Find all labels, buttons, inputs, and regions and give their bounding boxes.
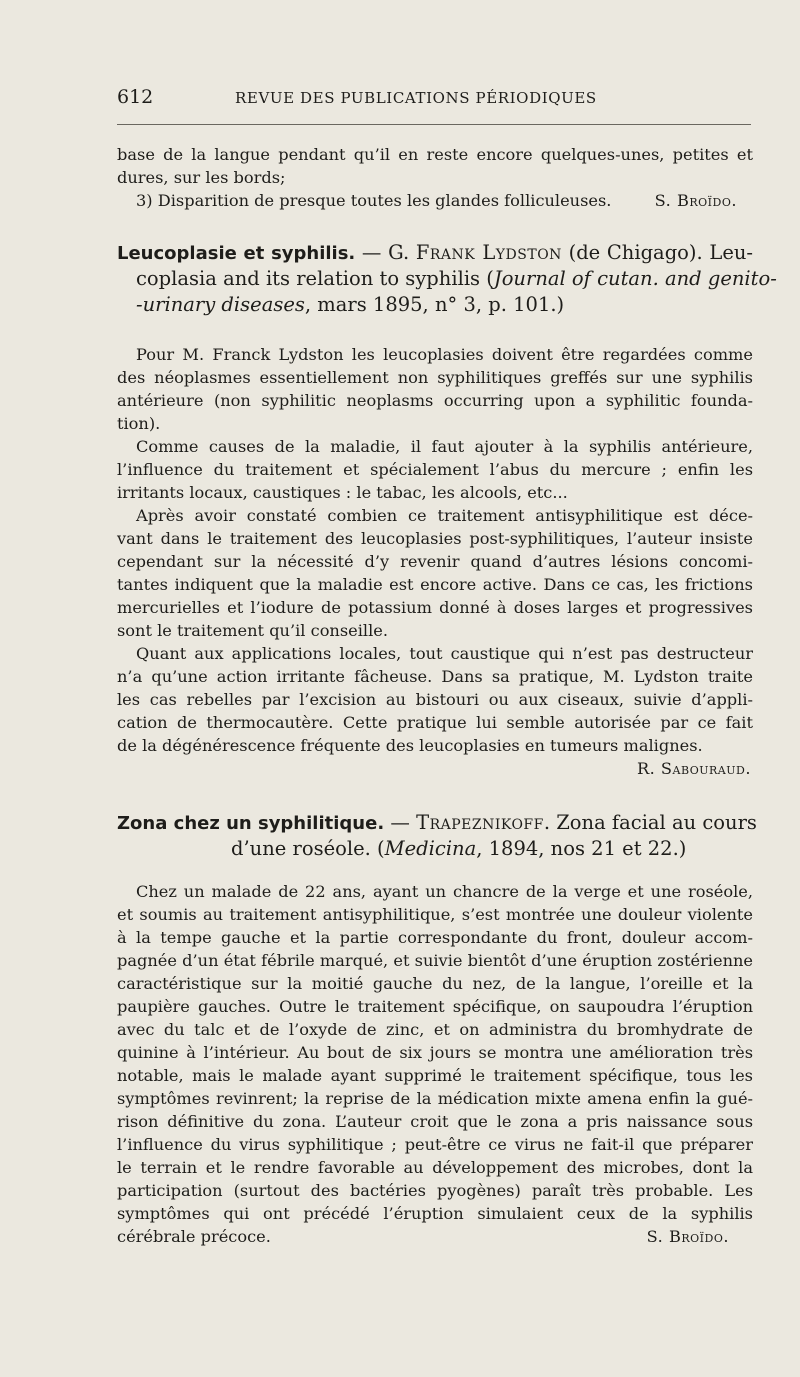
journal-title: -urinary diseases — [136, 293, 305, 316]
heading-dash: — — [384, 811, 417, 834]
body-line: Chez un malade de 22 ans, ayant un chancre de la verge et une roséole, — [136, 882, 753, 901]
body-line: dures, sur les bords; — [117, 168, 286, 187]
article-author: Frank Lydston — [415, 241, 562, 264]
body-line — [117, 189, 753, 212]
heading-text: coplasia and its relation to syphilis ( — [136, 267, 494, 290]
body-line: Pour M. Franck Lydston les leucoplasies doivent être regardées comme — [136, 345, 753, 364]
signature: S. Broïdo. — [654, 191, 737, 210]
body-line: quinine à l’intérieur. Au bout de six jours se montra une amélioration très — [117, 1043, 753, 1062]
body-line: cation de thermocautère. Cette pratique lui semble autorisée par ce fait — [117, 713, 753, 732]
heading-line — [117, 266, 777, 292]
body-line: les cas rebelles par l’excision au bistouri ou aux ciseaux, suivie d’appli- — [117, 690, 753, 709]
body-line: de la dégénérescence fréquente des leucoplasies en tumeurs malignes. — [117, 736, 703, 755]
body-line: notable, mais le malade ayant supprimé le traitement spécifique, tous les — [117, 1066, 753, 1085]
article-title: Zona chez un syphilitique. — [117, 813, 385, 834]
body-line: irritants locaux, caustiques : le tabac, les alcools, etc... — [117, 483, 568, 502]
body-line: mercurielles et l’iodure de potassium donné à doses larges et progressives — [117, 598, 753, 617]
page-header — [117, 86, 753, 110]
body-line: paupière gauches. Outre le traitement spécifique, on saupoudra l’éruption — [117, 997, 753, 1016]
body-line — [117, 1225, 753, 1248]
last-line-text: cérébrale précoce. — [117, 1227, 271, 1246]
heading-line — [117, 292, 753, 318]
article-author: Trapeznikoff — [416, 811, 544, 834]
heading-line — [117, 810, 757, 836]
header-rule — [117, 124, 751, 125]
body-line: et soumis au traitement antisyphilitique, s’est montrée une douleur violente — [117, 905, 753, 924]
body-line: symptômes qui ont précédé l’éruption simulaient ceux de la syphilis — [117, 1204, 753, 1223]
article-body-leucoplasie — [117, 343, 753, 780]
body-line: tion). — [117, 414, 161, 433]
body-line: pagnée d’un état fébrile marqué, et suivie bientôt d’une éruption zostérienne — [117, 951, 753, 970]
body-line: sont le traitement qu’il conseille. — [117, 621, 389, 640]
article-heading-zona — [117, 810, 757, 862]
body-line: cependant sur la nécessité d’y revenir quand d’autres lésions concomi- — [117, 552, 753, 571]
body-line: participation (surtout des bactéries pyogènes) paraît très probable. Les — [117, 1181, 753, 1200]
heading-dash: — G. — [355, 241, 416, 264]
body-line: Après avoir constaté combien ce traitement antisyphilitique est déce- — [136, 506, 753, 525]
heading-text: d’une roséole. ( — [231, 837, 385, 860]
body-line: Quant aux applications locales, tout caustique qui n’est pas destructeur — [136, 644, 753, 663]
body-line: le terrain et le rendre favorable au développement des microbes, dont la — [117, 1158, 753, 1177]
journal-title: Journal of cutan. and genito- — [493, 267, 777, 290]
article-title: Leucoplasie et syphilis. — [117, 243, 356, 264]
body-line: tantes indiquent que la maladie est encore active. Dans ce cas, les frictions — [117, 575, 753, 594]
body-line: caractéristique sur la moitié gauche du nez, de la langue, l’oreille et la — [117, 974, 753, 993]
article-body-zona — [117, 880, 753, 1248]
signature: R. Sabouraud. — [636, 759, 751, 778]
body-line: antérieure (non syphilitic neoplasms occurring upon a syphilitic founda- — [117, 391, 753, 410]
signature: S. Broïdo. — [646, 1227, 729, 1246]
running-title: REVUE DES PUBLICATIONS PÉRIODIQUES — [235, 89, 597, 107]
body-line: avec du talc et de l’oxyde de zinc, et on administra du bromhydrate de — [117, 1020, 753, 1039]
body-line: à la tempe gauche et la partie correspondante du front, douleur accom- — [117, 928, 753, 947]
top-fragment — [117, 143, 753, 212]
page-number: 612 — [117, 86, 154, 108]
body-line: l’influence du traitement et spécialement l’abus du mercure ; enfin les — [117, 460, 753, 479]
body-line: symptômes revinrent; la reprise de la médication mixte amena enfin la gué- — [117, 1089, 753, 1108]
heading-line — [117, 240, 753, 266]
body-line: l’influence du virus syphilitique ; peut-être ce virus ne fait-il que préparer — [117, 1135, 753, 1154]
body-line: des néoplasmes essentiellement non syphilitiques greffés sur une syphilis — [117, 368, 753, 387]
citation: , 1894, nos 21 et 22.) — [476, 837, 687, 860]
heading-text: . Zona facial au cours — [543, 811, 757, 834]
body-line: Comme causes de la maladie, il faut ajouter à la syphilis antérieure, — [136, 437, 753, 456]
journal-title: Medicina — [384, 837, 477, 860]
list-item-3: 3) Disparition de presque toutes les glandes folliculeuses. — [136, 191, 612, 210]
body-line: vant dans le traitement des leucoplasies post-syphilitiques, l’auteur insiste — [117, 529, 753, 548]
article-heading-leucoplasie — [117, 240, 777, 318]
citation: , mars 1895, n° 3, p. 101.) — [304, 293, 565, 316]
heading-line — [117, 836, 753, 862]
body-line: rison définitive du zona. L’auteur croit que le zona a pris naissance sous — [117, 1112, 753, 1131]
body-line: base de la langue pendant qu’il en reste encore quelques-unes, petites et — [117, 145, 753, 164]
body-line: n’a qu’une action irritante fâcheuse. Dans sa pratique, M. Lydston traite — [117, 667, 753, 686]
heading-text: (de Chigago). Leu- — [561, 241, 754, 264]
